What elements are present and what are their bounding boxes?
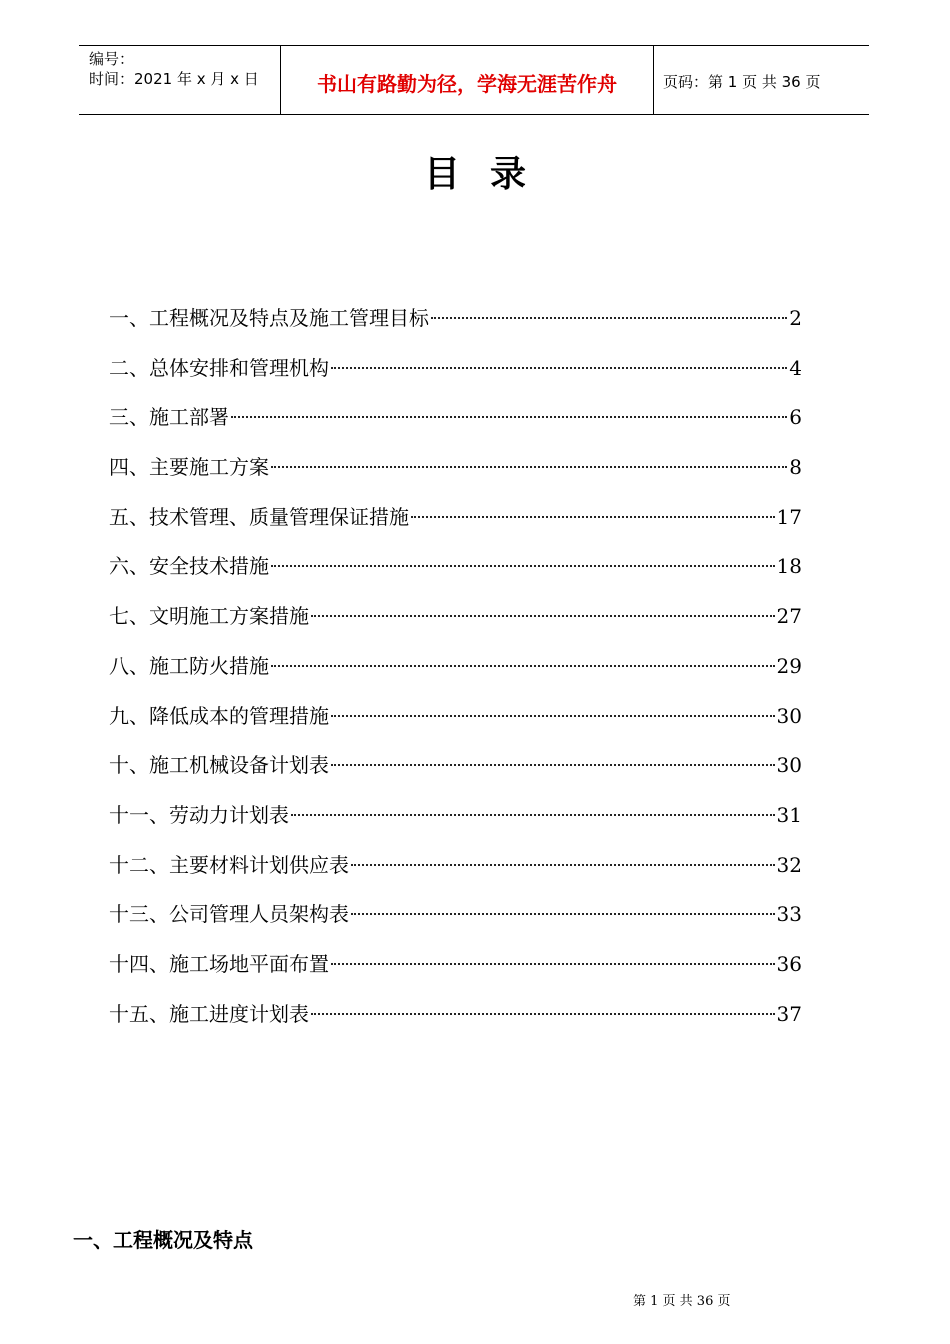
- toc-entry-label: 一、工程概况及特点及施工管理目标: [109, 306, 429, 330]
- toc-entry[interactable]: [109, 994, 802, 1044]
- toc-entry[interactable]: [109, 497, 802, 547]
- toc-dot-leader: [351, 864, 775, 866]
- toc-entry-label: 五、技术管理、质量管理保证措施: [109, 504, 409, 529]
- toc-dot-leader: [271, 466, 787, 468]
- toc-dot-leader: [331, 715, 775, 717]
- toc-entry[interactable]: [109, 845, 802, 895]
- header-motto: 书山有路勤为径，学海无涯苦作舟: [317, 72, 617, 96]
- toc-entry-label: 四、主要施工方案: [109, 455, 269, 480]
- toc-entry-label: 十、施工机械设备计划表: [109, 753, 329, 778]
- toc-entry-page: 33: [776, 902, 802, 927]
- toc-entry[interactable]: [109, 696, 802, 746]
- table-of-contents: [109, 298, 802, 1043]
- header-info-cell: [79, 46, 281, 114]
- header-page-code: 页码：第 1 页 共 36 页: [663, 73, 821, 91]
- toc-entry-page: 4: [789, 355, 802, 380]
- toc-dot-leader: [311, 615, 775, 617]
- header-motto-cell: [281, 46, 654, 114]
- toc-dot-leader: [271, 565, 775, 567]
- toc-entry[interactable]: [109, 348, 802, 398]
- page-title: 目录: [423, 153, 556, 195]
- toc-dot-leader: [311, 1013, 775, 1015]
- toc-entry[interactable]: [109, 397, 802, 447]
- document-time-label: 时间：2021 年 x 月 x 日: [89, 70, 259, 88]
- toc-entry-page: 8: [789, 455, 802, 480]
- toc-entry-label: 七、文明施工方案措施: [109, 604, 309, 629]
- toc-entry-page: 18: [776, 554, 802, 579]
- toc-entry[interactable]: [109, 298, 802, 348]
- toc-entry-page: 32: [776, 852, 802, 877]
- toc-dot-leader: [431, 317, 787, 319]
- toc-entry-label: 十一、劳动力计划表: [109, 802, 289, 827]
- toc-entry[interactable]: [109, 944, 802, 994]
- toc-dot-leader: [331, 963, 775, 965]
- toc-entry-page: 31: [776, 802, 802, 827]
- toc-dot-leader: [231, 416, 787, 418]
- document-number-label: 编号：: [89, 50, 135, 68]
- toc-entry-page: 37: [776, 1001, 802, 1026]
- toc-entry-label: 三、施工部署: [109, 405, 229, 430]
- toc-entry[interactable]: [109, 646, 802, 696]
- toc-dot-leader: [271, 665, 775, 667]
- toc-entry-label: 十三、公司管理人员架构表: [109, 902, 349, 927]
- toc-entry[interactable]: [109, 596, 802, 646]
- page-footer: 第 1 页 共 36 页: [633, 1294, 731, 1309]
- section-heading: 一、工程概况及特点: [73, 1228, 253, 1252]
- document-header: [79, 45, 869, 115]
- toc-entry-label: 八、施工防火措施: [109, 653, 269, 678]
- toc-entry-page: 36: [776, 951, 802, 976]
- toc-dot-leader: [411, 516, 775, 518]
- toc-entry[interactable]: [109, 795, 802, 845]
- toc-entry[interactable]: [109, 447, 802, 497]
- toc-entry[interactable]: [109, 745, 802, 795]
- toc-entry-label: 十二、主要材料计划供应表: [109, 852, 349, 877]
- toc-entry-label: 九、降低成本的管理措施: [109, 703, 329, 728]
- toc-entry-label: 二、总体安排和管理机构: [109, 355, 329, 380]
- toc-dot-leader: [291, 814, 775, 816]
- header-page-cell: [654, 46, 869, 114]
- toc-dot-leader: [331, 367, 787, 369]
- toc-entry-page: 2: [789, 306, 802, 330]
- toc-entry-label: 六、安全技术措施: [109, 554, 269, 579]
- toc-entry-page: 30: [776, 703, 802, 728]
- toc-entry[interactable]: [109, 546, 802, 596]
- toc-dot-leader: [351, 913, 775, 915]
- toc-entry-page: 29: [776, 653, 802, 678]
- toc-entry[interactable]: [109, 894, 802, 944]
- toc-entry-page: 6: [789, 405, 802, 430]
- toc-entry-label: 十五、施工进度计划表: [109, 1001, 309, 1026]
- toc-entry-page: 30: [776, 753, 802, 778]
- toc-entry-page: 17: [776, 504, 802, 529]
- toc-dot-leader: [331, 764, 775, 766]
- toc-entry-label: 十四、施工场地平面布置: [109, 951, 329, 976]
- toc-entry-page: 27: [776, 604, 802, 629]
